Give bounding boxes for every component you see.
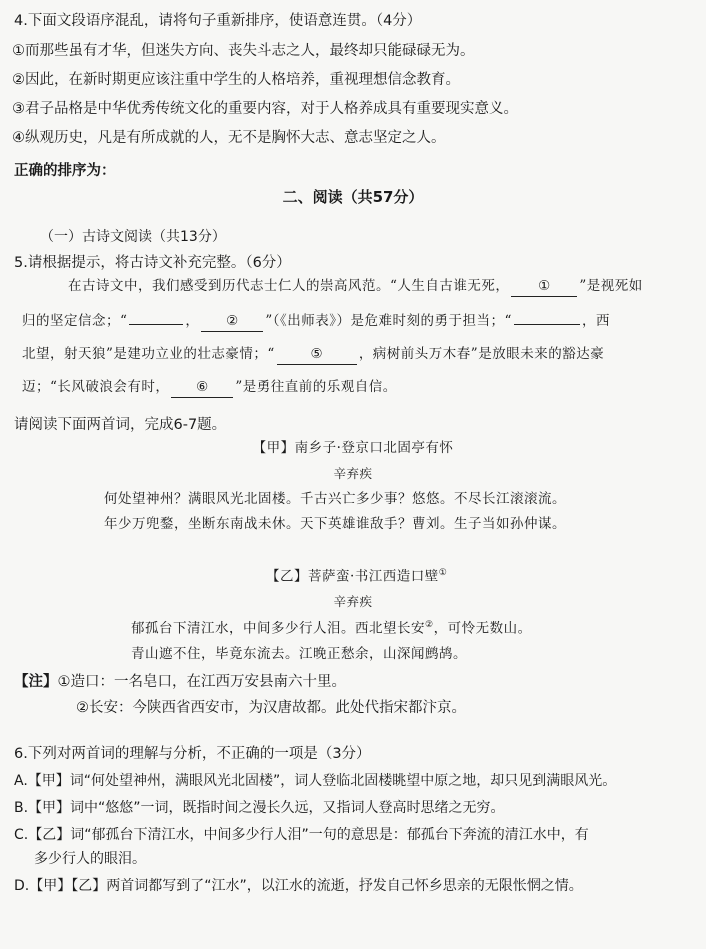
q6-option-c-cont: 多少行人的眼泪。 bbox=[34, 851, 146, 867]
blank-empty-b[interactable] bbox=[514, 324, 580, 325]
q5-line-2: 归的坚定信念；“ ， ② ”（《出师表》）是危难时刻的勇于担当；“ ，西 bbox=[22, 313, 610, 332]
blank-5[interactable]: ⑤ bbox=[277, 346, 357, 365]
q4-item-3: ③君子品格是中华优秀传统文化的重要内容，对于人格养成具有重要现实意义。 bbox=[12, 101, 518, 117]
q4-item-1: ①而那些虽有才华，但迷失方向、丧失斗志之人，最终却只能碌碌无为。 bbox=[12, 43, 475, 59]
section-title: 二、阅读（共57分） bbox=[282, 188, 424, 206]
note-2: ②长安：今陕西省西安市，为汉唐故都。此处代指宋都汴京。 bbox=[76, 700, 466, 716]
blank-1[interactable]: ① bbox=[511, 278, 577, 297]
q6-title: 6.下列对两首词的理解与分析，不正确的一项是（3分） bbox=[14, 746, 371, 762]
blank-empty-a[interactable] bbox=[129, 324, 183, 325]
q6-option-a: A.【甲】词“何处望神州，满眼风光北固楼”，词人登临北固楼眺望中原之地，却只见到满眼风光。 bbox=[14, 773, 617, 789]
poem-b-line-2: 青山遮不住，毕竟东流去。江晚正愁余，山深闻鹧鸪。 bbox=[131, 646, 467, 662]
poem-a-title: 【甲】南乡子·登京口北固亭有怀 bbox=[252, 440, 454, 456]
poem-a-line-1: 何处望神州？满眼风光北固楼。千古兴亡多少事？悠悠。不尽长江滚滚流。 bbox=[104, 491, 566, 507]
q4-title: 4.下面文段语序混乱，请将句子重新排序，使语意连贯。（4分） bbox=[14, 13, 422, 29]
q4-answer-label: 正确的排序为： bbox=[14, 163, 116, 179]
poem-a-author: 辛弃疾 bbox=[333, 466, 373, 481]
note-mark-2: ② bbox=[425, 620, 434, 630]
poem-b-line-1: 郁孤台下清江水，中间多少行人泪。西北望长安②，可怜无数山。 bbox=[131, 620, 532, 637]
poem-b-author: 辛弃疾 bbox=[333, 594, 373, 609]
subsection-title: （一）古诗文阅读（共13分） bbox=[40, 229, 226, 245]
poems-intro: 请阅读下面两首词，完成6-7题。 bbox=[14, 417, 227, 433]
note-mark-1: ① bbox=[438, 568, 448, 578]
note-1: 【注】①造口：一名皂口，在江西万安县南六十里。 bbox=[14, 674, 346, 690]
q4-item-2: ②因此，在新时期更应该注重中学生的人格培养，重视理想信念教育。 bbox=[12, 72, 460, 88]
q5-line-3: 北望，射天狼”是建功立业的壮志豪情；“ ⑤ ，病树前头万木春”是放眼未来的豁达豪 bbox=[22, 346, 604, 365]
q5-line-4: 迈；“长风破浪会有时， ⑥ ”是勇往直前的乐观自信。 bbox=[22, 379, 397, 398]
poem-b-title: 【乙】菩萨蛮·书江西造口壁① bbox=[266, 568, 448, 585]
q6-option-d: D.【甲】【乙】两首词都写到了“江水”，以江水的流逝，抒发自己怀乡思亲的无限怅惘之情。 bbox=[14, 878, 583, 894]
q6-option-c: C.【乙】词“郁孤台下清江水，中间多少行人泪”一句的意思是：郁孤台下奔流的清江水中，有 bbox=[14, 827, 589, 843]
q5-title: 5.请根据提示，将古诗文补充完整。（6分） bbox=[14, 255, 291, 271]
q4-item-4: ④纵观历史，凡是有所成就的人，无不是胸怀大志、意志坚定之人。 bbox=[12, 130, 446, 146]
q6-option-b: B.【甲】词中“悠悠”一词，既指时间之漫长久远，又指词人登高时思绪之无穷。 bbox=[14, 800, 505, 816]
blank-6[interactable]: ⑥ bbox=[171, 379, 233, 398]
blank-2[interactable]: ② bbox=[201, 313, 263, 332]
q5-line-1: 在古诗文中，我们感受到历代志士仁人的崇高风范。“人生自古谁无死， ① ”是视死如 bbox=[68, 278, 643, 297]
poem-a-line-2: 年少万兜鍪，坐断东南战未休。天下英雄谁敌手？曹刘。生子当如孙仲谋。 bbox=[104, 516, 566, 532]
